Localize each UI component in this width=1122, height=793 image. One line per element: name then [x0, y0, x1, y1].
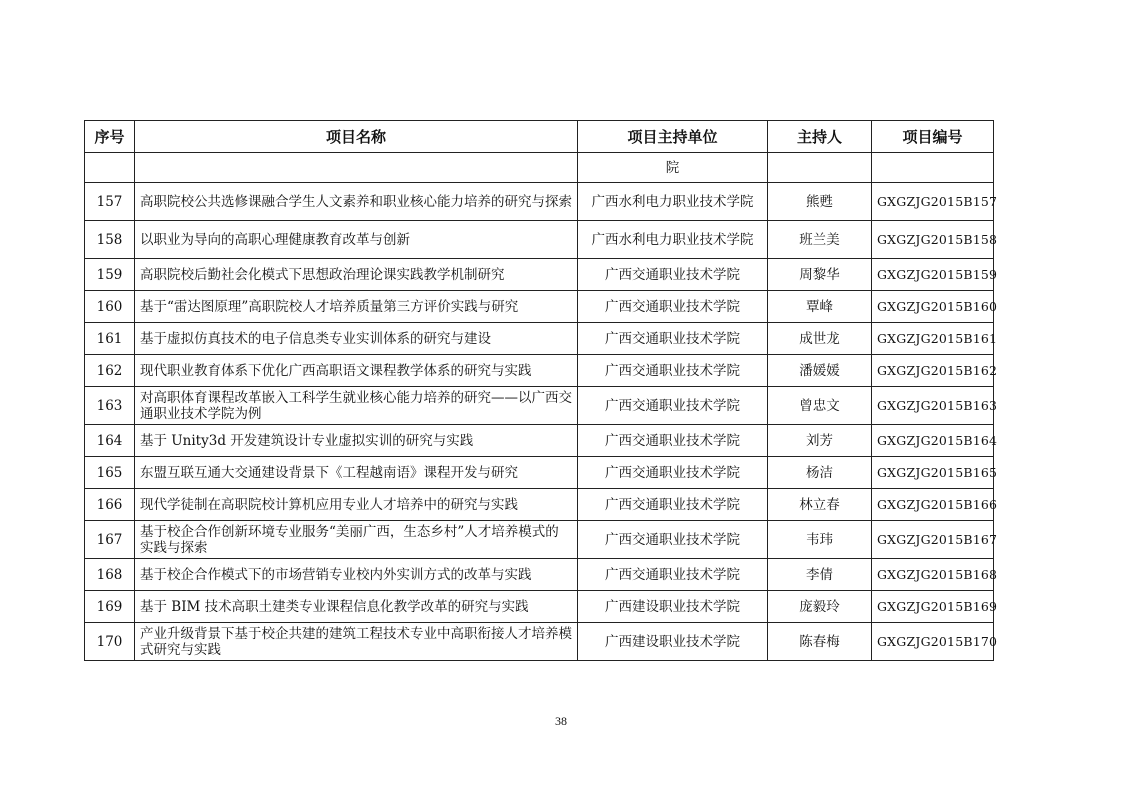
cell-seq: 158 — [85, 221, 135, 259]
cell-unit: 广西交通职业技术学院 — [578, 323, 768, 355]
cell-name: 现代职业教育体系下优化广西高职语文课程教学体系的研究与实践 — [135, 355, 578, 387]
cell-host: 班兰美 — [768, 221, 872, 259]
continuation-row — [85, 153, 994, 183]
cell-name: 现代学徒制在高职院校计算机应用专业人才培养中的研究与实践 — [135, 489, 578, 521]
cell-code: GXGZJG2015B162 — [872, 355, 994, 387]
cell-seq: 159 — [85, 259, 135, 291]
cell-name: 基于 Unity3d 开发建筑设计专业虚拟实训的研究与实践 — [135, 425, 578, 457]
cell-host: 韦玮 — [768, 521, 872, 559]
header-seq: 序号 — [85, 121, 135, 153]
table-row — [85, 221, 994, 259]
cell-host: 杨洁 — [768, 457, 872, 489]
table-row — [85, 425, 994, 457]
project-table — [84, 120, 998, 661]
cell-seq: 157 — [85, 183, 135, 221]
cell-code: GXGZJG2015B160 — [872, 291, 994, 323]
cell-code: GXGZJG2015B169 — [872, 591, 994, 623]
cell-name: 东盟互联互通大交通建设背景下《工程越南语》课程开发与研究 — [135, 457, 578, 489]
cell-name: 对高职体育课程改革嵌入工科学生就业核心能力培养的研究——以广西交通职业技术学院为例 — [135, 387, 578, 425]
cell-unit: 广西交通职业技术学院 — [578, 521, 768, 559]
cell-host — [768, 153, 872, 183]
cell-seq: 168 — [85, 559, 135, 591]
cell-name: 基于 BIM 技术高职土建类专业课程信息化教学改革的研究与实践 — [135, 591, 578, 623]
cell-unit: 广西交通职业技术学院 — [578, 559, 768, 591]
cell-host: 覃峰 — [768, 291, 872, 323]
header-row — [85, 121, 994, 153]
cell-host: 刘芳 — [768, 425, 872, 457]
cell-name: 基于“雷达图原理”高职院校人才培养质量第三方评价实践与研究 — [135, 291, 578, 323]
cell-seq: 170 — [85, 623, 135, 661]
cell-name: 基于校企合作模式下的市场营销专业校内外实训方式的改革与实践 — [135, 559, 578, 591]
page-number: 38 — [555, 714, 567, 728]
header-unit: 项目主持单位 — [578, 121, 768, 153]
cell-unit: 广西交通职业技术学院 — [578, 259, 768, 291]
cell-name: 基于虚拟仿真技术的电子信息类专业实训体系的研究与建设 — [135, 323, 578, 355]
table-row — [85, 489, 994, 521]
table-row — [85, 291, 994, 323]
header-code: 项目编号 — [872, 121, 994, 153]
table-row — [85, 323, 994, 355]
cell-unit: 广西交通职业技术学院 — [578, 457, 768, 489]
cell-unit: 广西交通职业技术学院 — [578, 355, 768, 387]
cell-name: 以职业为导向的高职心理健康教育改革与创新 — [135, 221, 578, 259]
cell-seq: 167 — [85, 521, 135, 559]
table-row — [85, 591, 994, 623]
cell-seq: 165 — [85, 457, 135, 489]
table-row — [85, 457, 994, 489]
cell-unit: 广西建设职业技术学院 — [578, 623, 768, 661]
cell-name: 产业升级背景下基于校企共建的建筑工程技术专业中高职衔接人才培养模式研究与实践 — [135, 623, 578, 661]
cell-seq: 163 — [85, 387, 135, 425]
cell-unit: 广西水利电力职业技术学院 — [578, 183, 768, 221]
cell-name: 高职院校公共选修课融合学生人文素养和职业核心能力培养的研究与探索 — [135, 183, 578, 221]
cell-code: GXGZJG2015B168 — [872, 559, 994, 591]
cell-host: 庞毅玲 — [768, 591, 872, 623]
cell-code: GXGZJG2015B166 — [872, 489, 994, 521]
cell-unit: 广西交通职业技术学院 — [578, 489, 768, 521]
cell-code — [872, 153, 994, 183]
table-row — [85, 521, 994, 559]
table-row — [85, 259, 994, 291]
cell-seq — [85, 153, 135, 183]
cell-host: 潘媛媛 — [768, 355, 872, 387]
cell-code: GXGZJG2015B170 — [872, 623, 994, 661]
cell-code: GXGZJG2015B165 — [872, 457, 994, 489]
cell-unit: 广西建设职业技术学院 — [578, 591, 768, 623]
cell-unit: 广西交通职业技术学院 — [578, 291, 768, 323]
cell-host: 熊甦 — [768, 183, 872, 221]
cell-unit: 广西水利电力职业技术学院 — [578, 221, 768, 259]
cell-code: GXGZJG2015B164 — [872, 425, 994, 457]
table-row — [85, 183, 994, 221]
cell-code: GXGZJG2015B158 — [872, 221, 994, 259]
cell-seq: 169 — [85, 591, 135, 623]
table-row — [85, 559, 994, 591]
cell-code: GXGZJG2015B161 — [872, 323, 994, 355]
cell-unit: 院 — [578, 153, 768, 183]
table-row — [85, 623, 994, 661]
cell-host: 曾忠文 — [768, 387, 872, 425]
cell-seq: 164 — [85, 425, 135, 457]
cell-seq: 160 — [85, 291, 135, 323]
cell-host: 林立春 — [768, 489, 872, 521]
table-row — [85, 387, 994, 425]
cell-seq: 166 — [85, 489, 135, 521]
cell-host: 周黎华 — [768, 259, 872, 291]
header-name: 项目名称 — [135, 121, 578, 153]
cell-code: GXGZJG2015B163 — [872, 387, 994, 425]
cell-host: 成世龙 — [768, 323, 872, 355]
cell-host: 李倩 — [768, 559, 872, 591]
cell-code: GXGZJG2015B167 — [872, 521, 994, 559]
header-host: 主持人 — [768, 121, 872, 153]
cell-name — [135, 153, 578, 183]
cell-host: 陈春梅 — [768, 623, 872, 661]
cell-code: GXGZJG2015B157 — [872, 183, 994, 221]
cell-name: 基于校企合作创新环境专业服务“美丽广西，生态乡村”人才培养模式的实践与探索 — [135, 521, 578, 559]
cell-seq: 161 — [85, 323, 135, 355]
table-row — [85, 355, 994, 387]
cell-code: GXGZJG2015B159 — [872, 259, 994, 291]
cell-name: 高职院校后勤社会化模式下思想政治理论课实践教学机制研究 — [135, 259, 578, 291]
cell-unit: 广西交通职业技术学院 — [578, 387, 768, 425]
cell-unit: 广西交通职业技术学院 — [578, 425, 768, 457]
cell-seq: 162 — [85, 355, 135, 387]
